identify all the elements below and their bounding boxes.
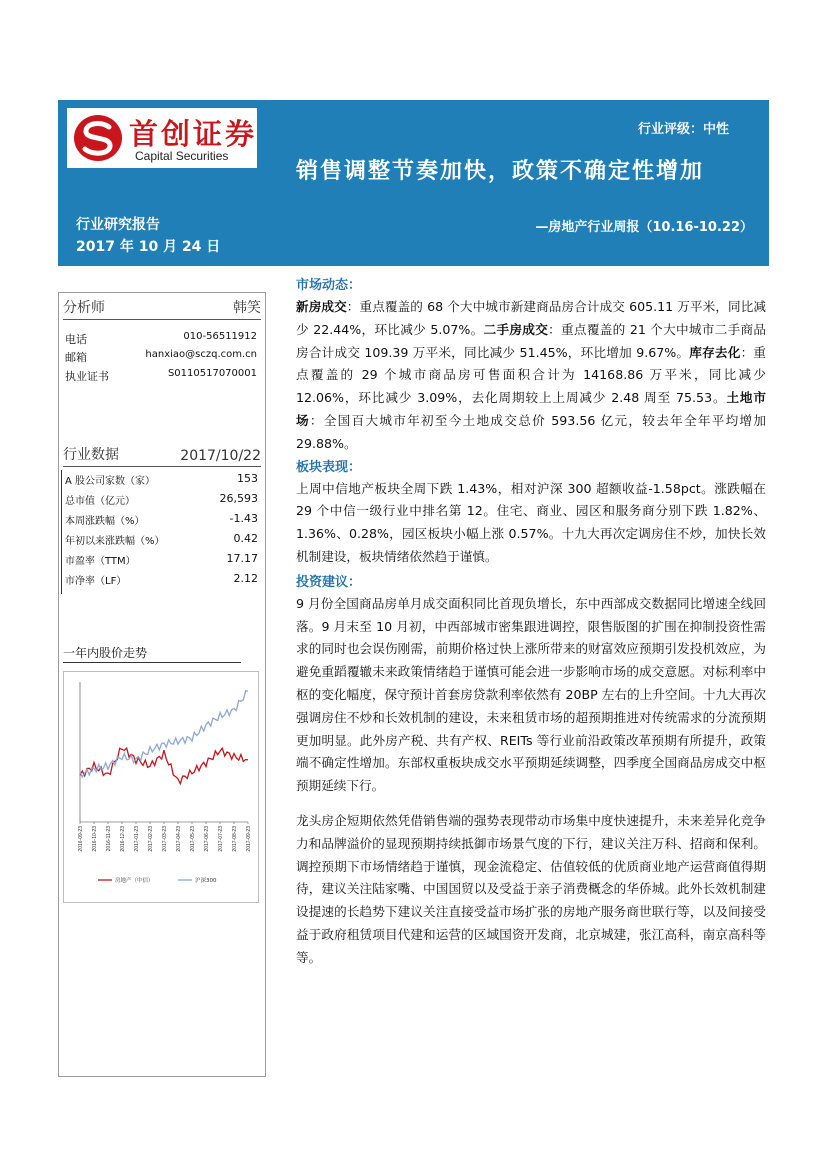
- sector-paragraph: 上周中信地产板块全周下跌 1.43%，相对沪深 300 超额收益-1.58pct。涨跌幅在 29 个中信一级行业中排名第 12。住宅、商业、园区和服务商分别下跌 1.82%、1.36%、0.28%，园区板块小幅上涨 0.57%。十九大再次定调房住不炒，加快长效机制建设，板块情绪依然趋于谨慎。: [296, 480, 766, 564]
- advice-heading: 投资建议：: [296, 574, 362, 590]
- row-value: -1.43: [229, 512, 258, 525]
- market-text: ：重点覆盖的 29 个城市商品房可售面积合计为 14168.86 万平米，同比减少 12.06%，环比减少 3.09%，去化周期较上上周减少 2.48 周至 75.53。: [296, 344, 767, 406]
- x-tick-label: 2016-10-23: [92, 826, 98, 852]
- row-value: 0.42: [233, 532, 258, 545]
- analyst-label: 分析师: [63, 300, 105, 316]
- x-tick-label: 2017-06-23: [204, 826, 210, 852]
- market-keyword: 土地市场: [296, 390, 767, 428]
- legend-label: 房地产（中信）: [115, 878, 154, 884]
- series-line-0: [80, 748, 248, 784]
- industry-rating: 行业评级：中性: [637, 122, 729, 137]
- industry-data-header: [63, 446, 261, 467]
- x-tick-label: 2017-02-23: [148, 826, 154, 852]
- logo-english-text: Capital Securities: [135, 149, 229, 163]
- analyst-name: 韩笑: [233, 300, 261, 316]
- table-row: [65, 470, 258, 490]
- table-row: [65, 550, 258, 570]
- market-text: ：全国百大城市年初至今土地成交总价 593.56 亿元，较去年全年平均增加 29.88%。: [296, 412, 766, 451]
- x-tick-label: 2017-03-23: [162, 826, 168, 852]
- industry-data-date: 2017/10/22: [180, 448, 261, 464]
- table-row: [65, 530, 258, 550]
- row-value: 2.12: [233, 572, 258, 585]
- series-line-1: [80, 691, 248, 777]
- chart-title: 一年内股价走势: [63, 644, 241, 663]
- email-label: 邮箱: [65, 351, 87, 364]
- x-tick-label: 2016-12-23: [120, 826, 126, 852]
- row-label: 总市值（亿元）: [65, 496, 135, 507]
- x-tick-label: 2017-09-23: [246, 826, 252, 852]
- analyst-email-row: [65, 349, 257, 367]
- advice-paragraph-1: 9 月份全国商品房单月成交面积同比首现负增长，东中西部成交数据同比增速全线回落。9 月末至 10 月初，中西部城市密集跟进调控，限售版图的扩围在抑制投资性需求的同时也会误伤刚需，前期价格过快上涨所带来的财富效应预期引发投机效应，为避免重蹈覆辙未来政策情绪趋于谨慎可能会进一步影响市场的成交意愿。对标利率中枢的变化幅度，保守预计首套房贷款利率依然有 20BP 左右的上升空间。十九大再次强调房住不炒和长效机制的建设，未来租赁市场的超预期推进对传统需求的分流预期更加明显。此外房产税、共有产权、REITs 等行业前沿政策改革预期有所提升，政策端不确定性增加。东部权重板块成交水平预期延续调整，四季度全国商品房成交中枢预期延续下行。: [296, 595, 766, 794]
- market-keyword: 二手房成交: [483, 321, 549, 337]
- report-title: 销售调整节奏加快，政策不确定性增加: [296, 158, 705, 184]
- stock-chart: [64, 672, 258, 902]
- x-tick-label: 2016-09-23: [78, 826, 84, 852]
- logo-chinese-text: 首创证券: [129, 117, 258, 151]
- market-text: ：重点覆盖的 21 个大中城市二手商品房合计成交 109.39 万平米，同比减少 51.45%，环比增加 9.67%。: [296, 321, 766, 360]
- report-date: 2017 年 10 月 24 日: [76, 239, 221, 255]
- row-label: 年初以来涨跌幅（%）: [65, 536, 165, 547]
- market-keyword: 库存去化: [689, 344, 741, 360]
- industry-data-label: 行业数据: [63, 447, 119, 463]
- company-logo: [67, 108, 257, 168]
- x-tick-label: 2017-05-23: [190, 826, 196, 852]
- report-type: 行业研究报告: [76, 217, 160, 233]
- table-row: [65, 490, 258, 510]
- sector-heading: 板块表现：: [296, 459, 362, 475]
- license-label: 执业证书: [65, 370, 109, 383]
- market-heading: 市场动态：: [296, 278, 362, 293]
- logo-emblem-icon: [73, 114, 123, 162]
- advice-paragraph-2: 龙头房企短期依然凭借销售端的强势表现带动市场集中度快速提升，未来差异化竞争力和品牌溢价的显现预期持续抵御市场景气度的下行，建议关注万科、招商和保利。调控预期下市场情绪趋于谨慎，现金流稳定、估值较低的优质商业地产运营商值得期待，建议关注陆家嘴、中国国贸以及受益于亲子消费概念的华侨城。此外长效机制建设提速的长趋势下建议关注直接受益市场扩张的房地产服务商世联行等，以及间接受益于政府租赁项目代建和运营的区域国资开发商，北京城建，张江高科，南京高科等等。: [296, 812, 766, 965]
- x-tick-label: 2017-07-23: [218, 826, 224, 852]
- x-tick-label: 2017-01-23: [134, 826, 140, 852]
- phone-label: 电话: [65, 333, 87, 346]
- row-label: 市盈率（TTM）: [65, 556, 136, 567]
- table-row: [65, 510, 258, 530]
- legend-label: 沪深300: [195, 878, 217, 884]
- x-tick-label: 2017-08-23: [232, 826, 238, 852]
- row-label: A 股公司家数（家）: [65, 476, 156, 487]
- table-row: [65, 570, 258, 590]
- analyst-phone-row: [65, 331, 257, 349]
- x-tick-label: 2017-04-23: [176, 826, 182, 852]
- row-label: 市净率（LF）: [65, 576, 127, 587]
- analyst-header: [63, 299, 261, 320]
- market-text: ：重点覆盖的 68 个大中城市新建商品房合计成交 605.11 万平米，同比减少 22.44%，环比减少 5.07%。: [296, 299, 767, 337]
- phone-value: 010-56511912: [183, 331, 257, 342]
- row-value: 17.17: [226, 552, 258, 565]
- stock-chart-frame: [63, 671, 259, 903]
- x-tick-label: 2016-11-23: [106, 826, 112, 852]
- main-content: [296, 276, 766, 970]
- market-paragraph: [296, 296, 766, 456]
- row-label: 本周涨跌幅（%）: [65, 516, 145, 527]
- email-value: hanxiao@sczq.com.cn: [145, 349, 257, 360]
- industry-data-table: [61, 470, 262, 594]
- market-keyword: 新房成交: [296, 299, 347, 314]
- row-value: 153: [237, 472, 258, 485]
- report-subtitle: —房地产行业周报（10.16-10.22）: [535, 220, 753, 235]
- header-banner: [58, 100, 769, 266]
- row-value: 26,593: [219, 492, 258, 505]
- analyst-license-row: [65, 368, 257, 386]
- sidebar: [58, 292, 266, 1077]
- license-value: S0110517070001: [167, 368, 257, 379]
